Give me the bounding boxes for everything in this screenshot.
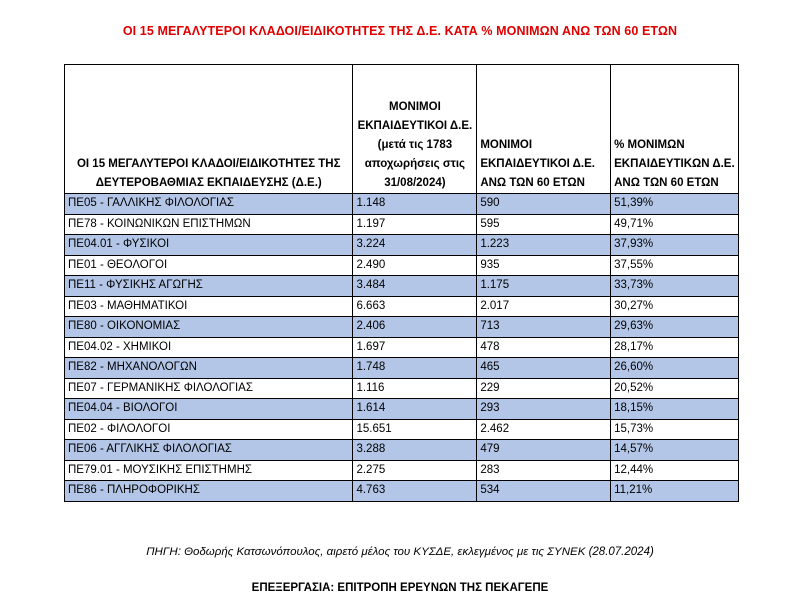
cell-specialty: ΠΕ04.02 - ΧΗΜΙΚΟΙ [65,337,353,358]
cell-percent: 33,73% [611,276,739,297]
cell-permanent: 1.197 [353,214,477,235]
cell-percent: 12,44% [611,460,739,481]
table-row [65,440,739,461]
cell-percent: 15,73% [611,419,739,440]
cell-over60: 2.017 [477,296,611,317]
page-title: ΟΙ 15 ΜΕΓΑΛΥΤΕΡΟΙ ΚΛΑΔΟΙ/ΕΙΔΙΚΟΤΗΤΕΣ ΤΗΣ Δ.Ε. ΚΑΤΑ % ΜΟΝΙΜΩΝ ΑΝΩ ΤΩΝ 60 ΕΤΩΝ [122,24,678,38]
cell-percent: 18,15% [611,399,739,420]
table-row [65,399,739,420]
cell-over60: 534 [477,481,611,502]
cell-over60: 283 [477,460,611,481]
table-body [65,194,739,502]
processing-note: ΕΠΕΞΕΡΓΑΣΙΑ: ΕΠΙΤΡΟΠΗ ΕΡΕΥΝΩΝ ΤΗΣ ΠΕΚΑΓΕΠΕ [251,582,549,594]
cell-percent: 11,21% [611,481,739,502]
column-header-over60: ΜΟΝΙΜΟΙ ΕΚΠΑΙΔΕΥΤΙΚΟΙ Δ.Ε. ΑΝΩ ΤΩΝ 60 ΕΤΩΝ [477,65,611,194]
cell-specialty: ΠΕ05 - ΓΑΛΛΙΚΗΣ ΦΙΛΟΛΟΓΙΑΣ [65,194,353,215]
table-row [65,460,739,481]
table-row [65,337,739,358]
cell-specialty: ΠΕ82 - ΜΗΧΑΝΟΛΟΓΩΝ [65,358,353,379]
cell-permanent: 1.748 [353,358,477,379]
cell-percent: 49,71% [611,214,739,235]
column-header-permanent: ΜΟΝΙΜΟΙ ΕΚΠΑΙΔΕΥΤΙΚΟΙ Δ.Ε. (μετά τις 1783 αποχωρήσεις στις 31/08/2024) [353,65,477,194]
cell-percent: 37,55% [611,255,739,276]
cell-permanent: 1.116 [353,378,477,399]
table-row [65,378,739,399]
cell-permanent: 1.697 [353,337,477,358]
cell-specialty: ΠΕ07 - ΓΕΡΜΑΝΙΚΗΣ ΦΙΛΟΛΟΓΙΑΣ [65,378,353,399]
cell-percent: 14,57% [611,440,739,461]
cell-permanent: 3.224 [353,235,477,256]
cell-specialty: ΠΕ78 - ΚΟΙΝΩΝΙΚΩΝ ΕΠΙΣΤΗΜΩΝ [65,214,353,235]
column-header-percent: % ΜΟΝΙΜΩΝ ΕΚΠΑΙΔΕΥΤΙΚΩΝ Δ.Ε. ΑΝΩ ΤΩΝ 60 ΕΤΩΝ [611,65,739,194]
cell-percent: 51,39% [611,194,739,215]
cell-specialty: ΠΕ02 - ΦΙΛΟΛΟΓΟΙ [65,419,353,440]
cell-specialty: ΠΕ04.04 - ΒΙΟΛΟΓΟΙ [65,399,353,420]
cell-over60: 229 [477,378,611,399]
cell-specialty: ΠΕ80 - ΟΙΚΟΝΟΜΙΑΣ [65,317,353,338]
cell-permanent: 6.663 [353,296,477,317]
cell-over60: 293 [477,399,611,420]
cell-percent: 37,93% [611,235,739,256]
cell-specialty: ΠΕ86 - ΠΛΗΡΟΦΟΡΙΚΗΣ [65,481,353,502]
cell-over60: 2.462 [477,419,611,440]
table-row [65,276,739,297]
cell-specialty: ΠΕ01 - ΘΕΟΛΟΓΟΙ [65,255,353,276]
table-row [65,214,739,235]
cell-permanent: 2.490 [353,255,477,276]
cell-specialty: ΠΕ03 - ΜΑΘΗΜΑΤΙΚΟΙ [65,296,353,317]
cell-percent: 30,27% [611,296,739,317]
table-row [65,419,739,440]
cell-over60: 478 [477,337,611,358]
cell-specialty: ΠΕ04.01 - ΦΥΣΙΚΟΙ [65,235,353,256]
cell-over60: 1.175 [477,276,611,297]
table-row [65,358,739,379]
cell-over60: 465 [477,358,611,379]
table-row [65,235,739,256]
table-row [65,194,739,215]
data-table [64,64,739,502]
cell-over60: 595 [477,214,611,235]
source-note: ΠΗΓΗ: Θοδωρής Κατσωνόπουλος, αιρετό μέλος του ΚΥΣΔΕ, εκλεγμένος με τις ΣΥΝΕΚ (28.07.2024) [146,546,654,558]
cell-percent: 28,17% [611,337,739,358]
cell-specialty: ΠΕ11 - ΦΥΣΙΚΗΣ ΑΓΩΓΗΣ [65,276,353,297]
cell-over60: 935 [477,255,611,276]
table-row [65,296,739,317]
cell-specialty: ΠΕ06 - ΑΓΓΛΙΚΗΣ ΦΙΛΟΛΟΓΙΑΣ [65,440,353,461]
column-header-specialty: ΟΙ 15 ΜΕΓΑΛΥΤΕΡΟΙ ΚΛΑΔΟΙ/ΕΙΔΙΚΟΤΗΤΕΣ ΤΗΣ ΔΕΥΤΕΡΟΒΑΘΜΙΑΣ ΕΚΠΑΙΔΕΥΣΗΣ (Δ.Ε.) [65,65,353,194]
cell-percent: 29,63% [611,317,739,338]
cell-permanent: 2.406 [353,317,477,338]
cell-percent: 20,52% [611,378,739,399]
cell-permanent: 3.484 [353,276,477,297]
cell-permanent: 15.651 [353,419,477,440]
table-row [65,481,739,502]
cell-permanent: 1.614 [353,399,477,420]
cell-permanent: 4.763 [353,481,477,502]
cell-permanent: 3.288 [353,440,477,461]
cell-over60: 590 [477,194,611,215]
cell-permanent: 1.148 [353,194,477,215]
table-header-row [65,65,739,194]
table-row [65,317,739,338]
cell-specialty: ΠΕ79.01 - ΜΟΥΣΙΚΗΣ ΕΠΙΣΤΗΜΗΣ [65,460,353,481]
cell-over60: 479 [477,440,611,461]
cell-percent: 26,60% [611,358,739,379]
cell-permanent: 2.275 [353,460,477,481]
cell-over60: 1.223 [477,235,611,256]
table-row [65,255,739,276]
cell-over60: 713 [477,317,611,338]
